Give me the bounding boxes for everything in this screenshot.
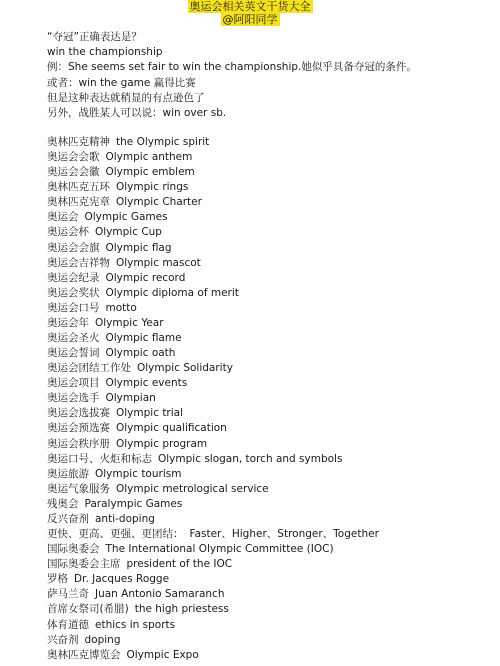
term-english: Olympic tourism [95, 467, 182, 480]
glossary-row [47, 210, 497, 225]
glossary-row [47, 256, 497, 271]
header [0, 0, 500, 26]
intro-line: win the championship [47, 46, 163, 59]
term-english: ethics in sports [95, 618, 176, 631]
term-english: Olympic qualification [116, 422, 227, 435]
term-english: the high priestess [134, 603, 229, 616]
glossary-row [47, 542, 497, 557]
term-english: Olympic flag [105, 241, 172, 254]
glossary-row [47, 331, 497, 346]
term-english: Olympic Games [84, 211, 168, 224]
glossary-row [47, 421, 497, 436]
term-chinese: 奥运会会旗 [47, 241, 100, 254]
term-english: Olympic metrological service [116, 482, 269, 495]
glossary-row [47, 346, 497, 361]
term-english: Olympic diploma of merit [105, 286, 239, 299]
glossary-row [47, 376, 497, 391]
term-chinese: 奥林匹克博览会 [47, 648, 121, 661]
term-chinese: 奥运会 [47, 211, 79, 224]
term-english: Olympic anthem [105, 151, 193, 164]
term-english: Olympic Solidarity [137, 362, 233, 375]
term-chinese: 体育道德 [47, 618, 89, 631]
glossary-row [47, 316, 497, 331]
term-english: The International Olympic Committee (IOC) [105, 543, 334, 556]
term-chinese: 奥林匹克精神 [47, 136, 110, 148]
term-chinese: 国际奥委会 [47, 543, 100, 556]
term-chinese: 罗格 [47, 573, 68, 586]
glossary-row [47, 602, 497, 617]
term-chinese: 奥运会年 [47, 316, 89, 329]
term-chinese: 奥运口号、火炬和标志 [47, 452, 152, 465]
term-chinese: 更快、更高、更强、更团结： [47, 528, 184, 541]
term-english: Olympic program [116, 437, 208, 450]
term-chinese: 首席女祭司(希腊) [47, 603, 129, 616]
glossary-row [47, 286, 497, 301]
term-english: Olympic Expo [126, 648, 199, 661]
term-chinese: 萨马兰奇 [47, 588, 89, 601]
term-chinese: 奥运会吉祥物 [47, 256, 110, 269]
term-chinese: 奥运会团结工作处 [47, 362, 131, 375]
term-english: Olympic trial [116, 407, 184, 420]
glossary-row [47, 165, 497, 180]
glossary-row [47, 271, 497, 286]
term-english: Juan Antonio Samaranch [95, 588, 225, 601]
intro-line: 或者：win the game 赢得比赛 [47, 76, 196, 89]
term-chinese: 奥运会口号 [47, 301, 100, 314]
term-english: Olympian [105, 392, 156, 405]
glossary-row [47, 512, 497, 527]
glossary-row [47, 633, 497, 648]
term-chinese: 奥运会秩序册 [47, 437, 110, 450]
author-handle: @阿阳同学 [222, 13, 278, 26]
term-english: motto [105, 301, 137, 314]
term-english: Olympic Year [95, 316, 164, 329]
term-english: Olympic slogan, torch and symbols [158, 452, 343, 465]
glossary-row [47, 301, 497, 316]
term-chinese: 奥运气象服务 [47, 482, 110, 495]
glossary-row [47, 572, 497, 587]
glossary-row [47, 467, 497, 482]
term-chinese: 奥运会预选赛 [47, 422, 110, 435]
intro-line: 但是这种表达就稍显的有点逊色了 [47, 91, 205, 104]
term-english: anti-doping [95, 512, 155, 525]
glossary-list [47, 135, 497, 663]
term-english: Olympic emblem [105, 166, 195, 179]
glossary-row [47, 195, 497, 210]
intro-line: “夺冠”正确表达是？ [47, 31, 142, 43]
term-chinese: 反兴奋剂 [47, 512, 89, 525]
term-chinese: 奥运旅游 [47, 467, 89, 480]
term-chinese: 国际奥委会主席 [47, 558, 121, 571]
term-chinese: 奥运会奖状 [47, 286, 100, 299]
intro-line: 例：She seems set fair to win the championship.她似乎具备夺冠的条件。 [47, 61, 417, 74]
term-english: Olympic rings [116, 181, 189, 194]
glossary-row [47, 437, 497, 452]
term-english: Olympic Charter [116, 196, 202, 209]
glossary-row [47, 406, 497, 421]
term-chinese: 奥运会项目 [47, 377, 100, 390]
glossary-row [47, 225, 497, 240]
glossary-row [47, 557, 497, 572]
glossary-row [47, 391, 497, 406]
glossary-row [47, 587, 497, 602]
term-english: Olympic Cup [95, 226, 162, 239]
term-english: Olympic events [105, 377, 188, 390]
term-chinese: 奥林匹克宪章 [47, 196, 110, 209]
page-title: 奥运会相关英文干货大全 [189, 0, 311, 13]
term-chinese: 奥运会选手 [47, 392, 100, 405]
glossary-row [47, 618, 497, 633]
term-chinese: 奥运会选拔赛 [47, 407, 110, 420]
term-chinese: 奥运会会歌 [47, 151, 100, 164]
term-english: Olympic flame [105, 332, 182, 345]
glossary-row [47, 241, 497, 256]
glossary-row [47, 497, 497, 512]
glossary-row [47, 361, 497, 376]
term-chinese: 奥运会杯 [47, 226, 89, 239]
term-english: the Olympic spirit [116, 136, 210, 148]
glossary-row [47, 482, 497, 497]
glossary-row [47, 527, 497, 542]
glossary-row [47, 452, 497, 467]
term-english: Dr. Jacques Rogge [74, 573, 170, 586]
term-english: Faster、Higher、Stronger、Together [189, 528, 379, 541]
glossary-row [47, 648, 497, 663]
intro-section [47, 30, 487, 121]
glossary-row [47, 135, 497, 150]
glossary-row [47, 180, 497, 195]
term-chinese: 奥运会纪录 [47, 271, 100, 284]
term-english: Olympic oath [105, 347, 176, 360]
term-chinese: 兴奋剂 [47, 633, 79, 646]
term-chinese: 奥运会圣火 [47, 332, 100, 345]
term-english: doping [84, 633, 121, 646]
term-english: Paralympic Games [84, 497, 183, 510]
term-chinese: 奥运会誓词 [47, 347, 100, 360]
glossary-row [47, 150, 497, 165]
term-english: Olympic record [105, 271, 186, 284]
term-chinese: 奥运会会徽 [47, 166, 100, 179]
term-chinese: 奥林匹克五环 [47, 181, 110, 194]
term-english: Olympic mascot [116, 256, 201, 269]
term-chinese: 残奥会 [47, 497, 79, 510]
intro-line: 另外，战胜某人可以说：win over sb. [47, 106, 227, 119]
term-english: president of the IOC [126, 558, 233, 571]
